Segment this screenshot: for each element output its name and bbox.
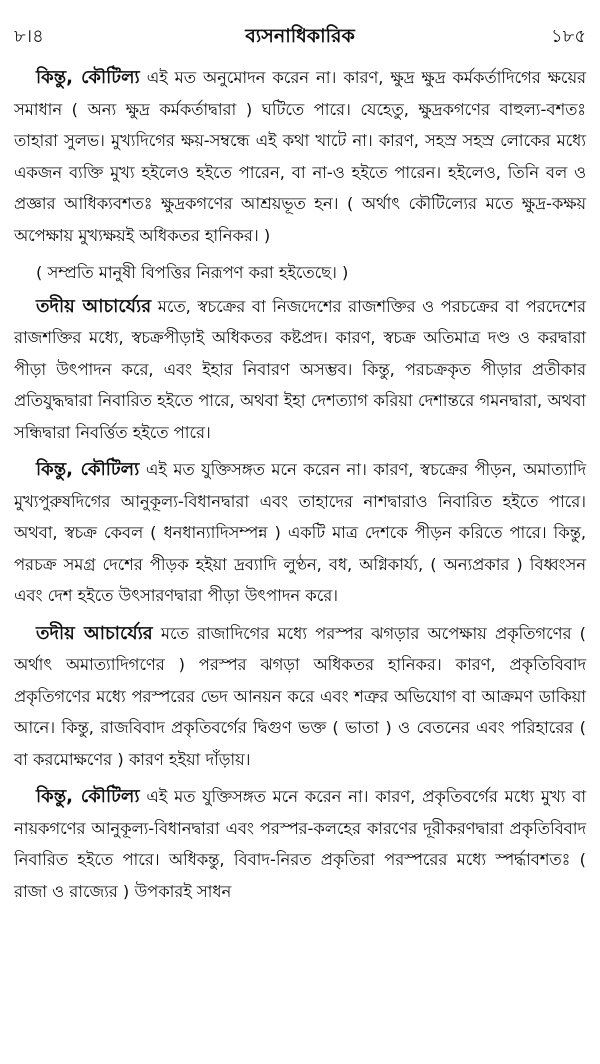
paragraph-1-lead: কিন্তু, কৌটিল্য	[36, 67, 140, 88]
paragraph-2	[14, 257, 586, 289]
paragraph-6-text: এই মত যুক্তিসঙ্গত মনে করেন না। কারণ, প্রকৃতিবর্গের মধ্যে মুখ্য বা নায়কগণের আনুকূল্য-বিধানদ্বারা এবং পরস্পর-কলহের কারণের দূরীকরণদ্বারা প্রকৃতিবিবাদ নিবারিত হইতে পারে। অধিকন্তু, বিবাদ-নিরত প্রকৃতিরা পরস্পরের মধ্যে স্পর্দ্ধাবশতঃ ( রাজা ও রাজ্যের ) উপকারই সাধন	[14, 787, 586, 901]
paragraph-3-lead: তদীয় আচার্য্যের	[36, 295, 152, 317]
running-title: ব্যসনাধিকারিক	[245, 25, 355, 47]
page-body	[14, 62, 586, 907]
page-header	[14, 14, 586, 48]
paragraph-4-lead: কিন্তু, কৌটিল্য	[36, 459, 140, 480]
paragraph-3	[14, 291, 586, 449]
page-number-left: ৮।৪	[14, 26, 44, 47]
paragraph-6-lead: কিন্তু, কৌটিল্য	[36, 786, 140, 807]
paragraph-3-text: মতে, স্বচক্রের বা নিজদেশের রাজশক্তির ও পরচক্রের বা পরদেশের রাজশক্তির মধ্যে, স্বচক্রপীড়াই অধিকতর কষ্টপ্রদ। কারণ, স্বচক্র অতিমাত্র দণ্ড ও করদ্বারা পীড়া উৎপাদন করে, এবং ইহার নিবারণ অসম্ভব। কিন্তু, পরচক্রকৃত পীড়ার প্রতীকার প্রতিযুদ্ধদ্বারা নিবারিত হইতে পারে, অথবা ইহা দেশত্যাগ করিয়া দেশান্তরে গমনদ্বারা, অথবা সন্ধিদ্বারা নিবর্ত্তিত হইতে পারে।	[14, 296, 586, 442]
paragraph-5-text: মতে রাজাদিগের মধ্যে পরস্পর ঝগড়ার অপেক্ষায় প্রকৃতিগণের ( অর্থাৎ অমাত্যাদিগণের ) পরস্পর ঝগড়া অধিকতর হানিকর। কারণ, প্রকৃতিবিবাদ প্রকৃতিগণের মধ্যে পরস্পরের ভেদ আনয়ন করে এবং শত্রুর অভিযোগ বা আক্রমণ ডাকিয়া আনে। কিন্তু, রাজবিবাদ প্রকৃতিবর্গের দ্বিগুণ ভক্ত ( ভাতা ) ও বেতনের এবং পরিহারের ( বা করমোক্ষণের ) কারণ হইয়া দাঁড়ায়।	[14, 623, 586, 769]
page-number-right: ১৮৫	[550, 26, 586, 47]
paragraph-2-text: ( সম্প্রতি মানুষী বিপত্তির নিরূপণ করা হইতেছে। )	[36, 263, 349, 282]
paragraph-6	[14, 781, 586, 907]
paragraph-5	[14, 618, 586, 776]
paragraph-4	[14, 454, 586, 612]
paragraph-1-text: এই মত অনুমোদন করেন না। কারণ, ক্ষুদ্র ক্ষুদ্র কর্মকর্তাদিগের ক্ষয়ের সমাধান ( অন্য ক্ষুদ্র কর্মকর্তাদ্বারা ) ঘটিতে পারে। যেহেতু, ক্ষুদ্রকগণের বাহুল্য-বশতঃ তাহারা সুলভ। মুখ্যদিগের ক্ষয়-সম্বন্ধে এই কথা খাটে না। কারণ, সহস্র সহস্র লোকের মধ্যে একজন ব্যক্তি মুখ্য হইলেও হইতে পারেন, বা না-ও হইতে পারেন। হইলেও, তিনি বল ও প্রজ্ঞার আধিক্যবশতঃ ক্ষুদ্রকগণের আশ্রয়ভূত হন। ( অর্থাৎ কৌটিল্যের মতে ক্ষুদ্র-কক্ষয় অপেক্ষায় মুখ্যক্ষয়ই অধিকতর হানিকর। )	[14, 68, 586, 245]
paragraph-4-text: এই মত যুক্তিসঙ্গত মনে করেন না। কারণ, স্বচক্রের পীড়ন, অমাত্যাদি মুখ্যপুরুষদিগের আনুকূল্য-বিধানদ্বারা এবং তাহাদের নাশদ্বারাও নিবারিত হইতে পারে। অথবা, স্বচক্র কেবল ( ধনধান্যাদিসম্পন্ন ) একটি মাত্র দেশকে পীড়ন করিতে পারে। কিন্তু, পরচক্র সমগ্র দেশের পীড়ক হইয়া দ্রব্যাদি লুণ্ঠন, বধ, অগ্নিকার্য্য, ( অন্যপ্রকার ) বিধ্বংসন এবং দেশ হইতে উৎসারণদ্বারা পীড়া উৎপাদন করে।	[14, 460, 586, 605]
paragraph-1	[14, 62, 586, 251]
paragraph-5-lead: তদীয় আচার্য্যের	[36, 622, 153, 644]
